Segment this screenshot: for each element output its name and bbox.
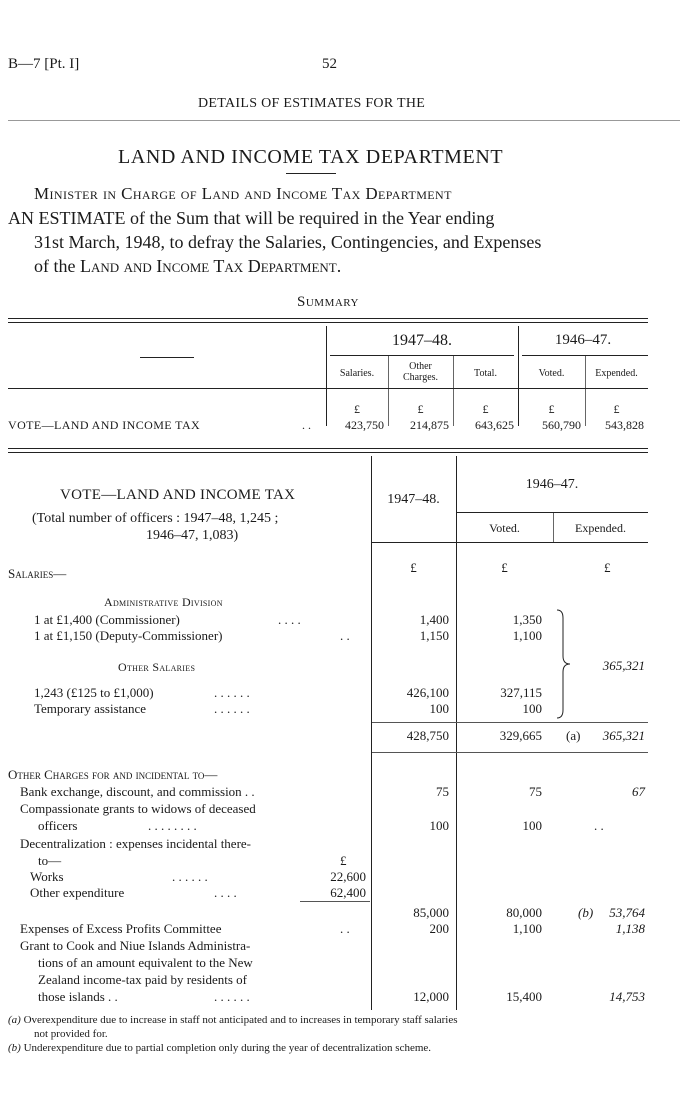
summary-currency-5: £ xyxy=(613,402,620,416)
footnote-a xyxy=(8,1014,458,1026)
summary-currency-4: £ xyxy=(548,402,555,416)
summary-currency-3: £ xyxy=(482,402,489,416)
summary-bottom-rule-2 xyxy=(8,452,648,453)
footnote-b-mark: (b) xyxy=(8,1042,21,1054)
admin-row-2-dots: . . xyxy=(340,628,350,643)
detail-officers-1: (Total number of officers : 1947–48, 1,245 ; xyxy=(32,511,279,526)
decentral-line-1: Decentralization : expenses incidental there- xyxy=(20,836,252,851)
compassionate-expended: . . xyxy=(594,818,604,833)
estimate-line-3-dept: Land and Income Tax Department xyxy=(79,256,337,276)
salaries-total-current: 428,750 xyxy=(406,728,449,743)
bank-label: Bank exchange, discount, and commission . . xyxy=(20,784,255,799)
summary-bottom-rule xyxy=(8,448,648,449)
bank-current: 75 xyxy=(436,784,449,799)
summary-top-rule-2 xyxy=(8,322,648,323)
other-charges-heading: Other Charges for and incidental to— xyxy=(8,767,218,782)
other-row-2-current: 100 xyxy=(429,701,449,716)
compassionate-voted: 100 xyxy=(522,818,542,833)
detail-officers-2: 1946–47, 1,083) xyxy=(146,528,239,543)
decentral-works-dots: . . . . . . xyxy=(172,869,208,884)
summary-col-other-2: Charges. xyxy=(402,372,439,383)
bank-voted: 75 xyxy=(529,784,542,799)
footnote-a-line-2: not provided for. xyxy=(34,1028,108,1040)
admin-row-1-label: 1 at £1,400 (Commissioner) xyxy=(34,612,180,627)
page-reference: B—7 [Pt. I] xyxy=(8,56,80,72)
other-row-1-voted: 327,115 xyxy=(500,685,542,700)
page-subtitle: DETAILS OF ESTIMATES FOR THE xyxy=(198,96,426,111)
compassionate-current: 100 xyxy=(429,818,449,833)
summary-year-rule-2 xyxy=(522,355,648,356)
summary-voted-value: 560,790 xyxy=(542,418,581,432)
header-rule xyxy=(8,120,680,121)
summary-col-total: Total. xyxy=(474,368,497,379)
summary-total-value: 643,625 xyxy=(475,418,514,432)
summary-year-current: 1947–48. xyxy=(392,332,452,349)
salaries-expended-value: 365,321 xyxy=(602,658,645,673)
summary-dash xyxy=(140,357,194,358)
summary-row-dots: . . xyxy=(302,418,311,432)
admin-row-2-current: 1,150 xyxy=(419,628,449,643)
detail-currency-3: £ xyxy=(604,560,611,575)
decentral-works-value: 22,600 xyxy=(330,869,366,884)
compassionate-line-2: officers xyxy=(38,818,78,833)
summary-top-rule xyxy=(8,318,648,319)
summary-col-voted: Voted. xyxy=(538,368,565,379)
summary-col-other-1: Other xyxy=(409,361,432,372)
cook-expended: 14,753 xyxy=(609,989,645,1004)
estimate-line-1: AN ESTIMATE of the Sum that will be required in the Year ending xyxy=(8,208,495,228)
admin-row-2-label: 1 at £1,150 (Deputy-Commissioner) xyxy=(34,628,223,643)
other-row-1-dots: . . . . . . xyxy=(214,685,250,700)
other-row-1-current: 426,100 xyxy=(406,685,449,700)
cook-line-4: those islands . . xyxy=(38,989,118,1004)
summary-year-prev: 1946–47. xyxy=(554,332,612,348)
summary-expended-value: 543,828 xyxy=(605,418,644,432)
detail-year-rule xyxy=(456,512,648,513)
summary-col-expended: Expended. xyxy=(595,368,638,379)
decentral-note: (b) xyxy=(578,905,594,920)
admin-row-1-current: 1,400 xyxy=(419,612,449,627)
title-rule xyxy=(286,173,336,174)
estimate-line-3-post: . xyxy=(336,256,342,276)
estimate-line-3 xyxy=(34,256,341,277)
admin-row-2-voted: 1,100 xyxy=(512,628,542,643)
excess-voted: 1,100 xyxy=(512,921,542,936)
bank-expended: 67 xyxy=(632,784,645,799)
summary-row-label: VOTE—LAND AND INCOME TAX xyxy=(8,418,201,432)
minister-line: Minister in Charge of Land and Income Tax Department xyxy=(34,184,452,203)
summary-currency-1: £ xyxy=(354,402,360,416)
detail-header-rule xyxy=(372,542,648,543)
cook-current: 12,000 xyxy=(413,989,449,1004)
summary-heading: Summary xyxy=(297,294,359,310)
footnote-b-line-1: Underexpenditure due to partial completion only during the year of decentralization scheme. xyxy=(23,1042,432,1054)
compassionate-line-1: Compassionate grants to widows of deceased xyxy=(20,801,256,816)
excess-dots: . . xyxy=(340,921,350,936)
salaries-heading: Salaries— xyxy=(8,566,67,581)
cook-line-3: Zealand income-tax paid by residents of xyxy=(38,972,248,987)
decentral-other-value: 62,400 xyxy=(330,885,366,900)
decentral-expended: 53,764 xyxy=(609,905,645,920)
detail-currency-1: £ xyxy=(410,560,417,575)
detail-col-1946: 1946–47. xyxy=(525,477,579,492)
excess-expended: 1,138 xyxy=(615,921,645,936)
decentral-line-2: to— xyxy=(38,853,62,868)
salaries-total-voted: 329,665 xyxy=(499,728,542,743)
salaries-total-rule xyxy=(372,752,648,753)
decentral-other-label: Other expenditure xyxy=(30,885,125,900)
decentral-other-dots: . . . . xyxy=(214,885,237,900)
other-salaries-heading: Other Salaries xyxy=(118,660,196,674)
estimate-line-2: 31st March, 1948, to defray the Salaries, Contingencies, and Expenses xyxy=(34,232,542,252)
decentral-current: 85,000 xyxy=(413,905,449,920)
admin-division-heading: Administrative Division xyxy=(104,595,223,609)
other-row-2-label: Temporary assistance xyxy=(34,701,147,716)
footnote-b xyxy=(8,1042,431,1054)
decentral-currency: £ xyxy=(340,853,347,868)
detail-col-voted: Voted. xyxy=(489,521,520,535)
cook-line-1: Grant to Cook and Niue Islands Administra- xyxy=(20,938,251,953)
summary-salaries-value: 423,750 xyxy=(345,418,384,432)
cook-line-2: tions of an amount equivalent to the New xyxy=(38,955,253,970)
cook-dots: . . . . . . xyxy=(214,989,250,1004)
summary-header-rule xyxy=(8,388,648,389)
excess-current: 200 xyxy=(429,921,449,936)
decentral-sum-rule xyxy=(300,901,370,902)
salaries-subtotal-rule xyxy=(372,722,648,723)
footnote-a-mark: (a) xyxy=(8,1014,21,1026)
detail-vote-title: VOTE—LAND AND INCOME TAX xyxy=(60,487,296,503)
admin-row-1-voted: 1,350 xyxy=(512,612,542,627)
decentral-voted: 80,000 xyxy=(506,905,542,920)
summary-currency-2: £ xyxy=(417,402,424,416)
footnote-a-line-1: Overexpenditure due to increase in staff not anticipated and to increases in temporary staff salaries xyxy=(23,1014,458,1026)
summary-other-value: 214,875 xyxy=(410,418,449,432)
admin-row-1-dots: . . . . xyxy=(278,612,301,627)
department-title: LAND AND INCOME TAX DEPARTMENT xyxy=(118,146,504,168)
summary-col-salaries: Salaries. xyxy=(339,368,375,379)
cook-voted: 15,400 xyxy=(506,989,542,1004)
other-row-2-voted: 100 xyxy=(522,701,542,716)
estimate-line-3-pre: of the xyxy=(34,256,80,276)
summary-year-rule xyxy=(330,355,514,356)
other-row-2-dots: . . . . . . xyxy=(214,701,250,716)
detail-col-1947: 1947–48. xyxy=(387,492,440,507)
other-row-1-label: 1,243 (£125 to £1,000) xyxy=(34,685,154,700)
salaries-total-note: (a) xyxy=(566,728,581,743)
decentral-works-label: Works xyxy=(30,869,64,884)
excess-label: Expenses of Excess Profits Committee xyxy=(20,921,222,936)
compassionate-dots: . . . . . . . . xyxy=(148,818,197,833)
detail-currency-2: £ xyxy=(501,560,508,575)
summary-col-other xyxy=(388,361,453,383)
salaries-total-expended: 365,321 xyxy=(602,728,645,743)
detail-col-expended: Expended. xyxy=(575,521,626,535)
page-number: 52 xyxy=(322,56,337,72)
